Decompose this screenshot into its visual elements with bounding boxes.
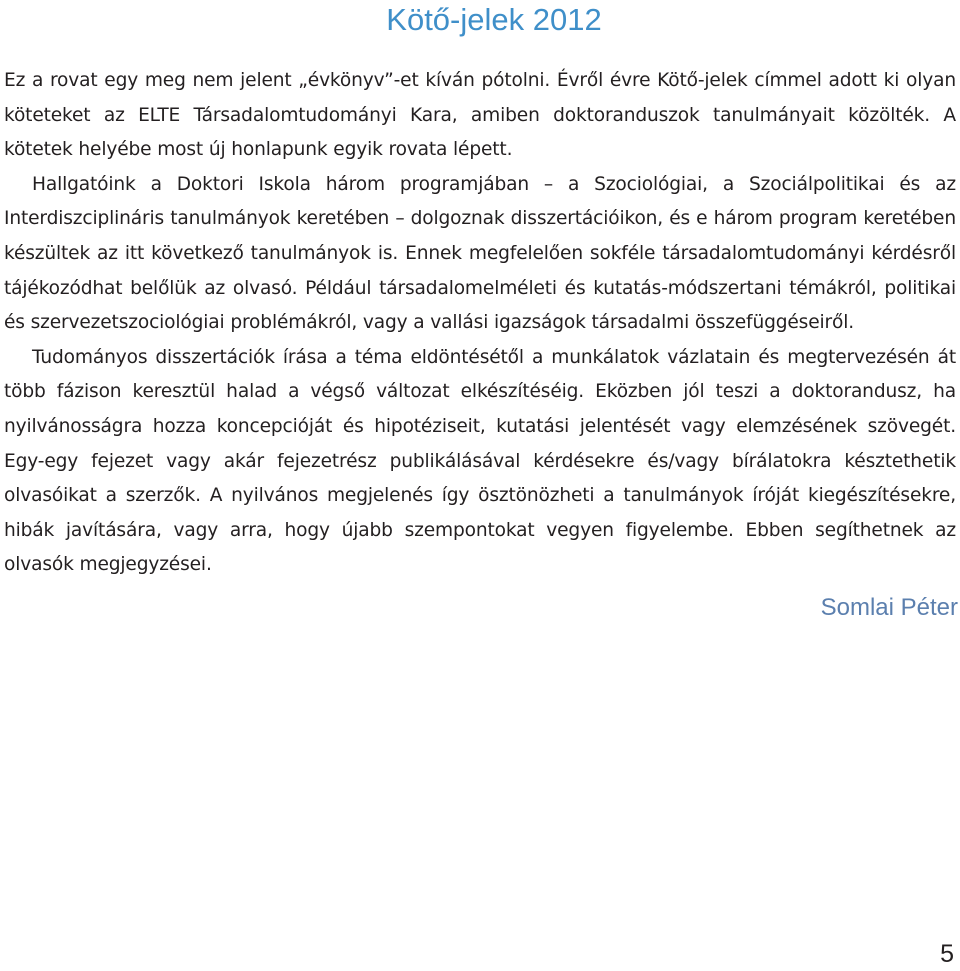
paragraph-programs: Hallgatóink a Doktori Iskola három programjában – a Szociológiai, a Szociálpolitikai és az Interdiszciplináris tanulmányok keretében – dolgoznak disszertációikon, és e három program keretében készültek az itt következő tanulmányok is. Ennek megfelelően sokféle társadalomtudományi kérdésről tájékozódhat belőlük az olvasó. Például társadalomelméleti és kutatás-módszertani témákról, politikai és szervezetszociológiai problémákról, vagy a vallási igazságok társadalmi összefüggéseiről. (4, 173, 956, 334)
article-body (4, 64, 956, 583)
author-signature: Somlai Péter (820, 594, 958, 621)
paragraph-intro: Ez a rovat egy meg nem jelent „évkönyv”-et kíván pótolni. Évről évre Kötő-jelek címmel adott ki olyan köteteket az ELTE Társadalomtudományi Kara, amiben doktoranduszok tanulmányait közölték. A kötetek helyébe most új honlapunk egyik rovata lépett. (4, 70, 956, 161)
page-title: Kötő-jelek 2012 (386, 2, 602, 37)
page-number: 5 (940, 940, 954, 968)
paragraph-dissertations: Tudományos disszertációk írása a téma eldöntésétől a munkálatok vázlatain és megtervezésén át több fázison keresztül halad a végső változat elkészítéséig. Eközben jól teszi a doktorandusz, ha nyilvánosságra hozza koncepcióját és hipotéziseit, kutatási jelentését vagy elemzésének szövegét. Egy-egy fejezet vagy akár fejezetrész publikálásával kérdésekre és/vagy bírálatokra késztethetik olvasóikat a szerzők. A nyilvános megjelenés így ösztönözheti a tanulmányok íróját kiegészítésekre, hibák javítására, vagy arra, hogy újabb szempontokat vegyen figyelembe. Ebben segíthetnek az olvasók megjegyzései. (4, 346, 956, 576)
